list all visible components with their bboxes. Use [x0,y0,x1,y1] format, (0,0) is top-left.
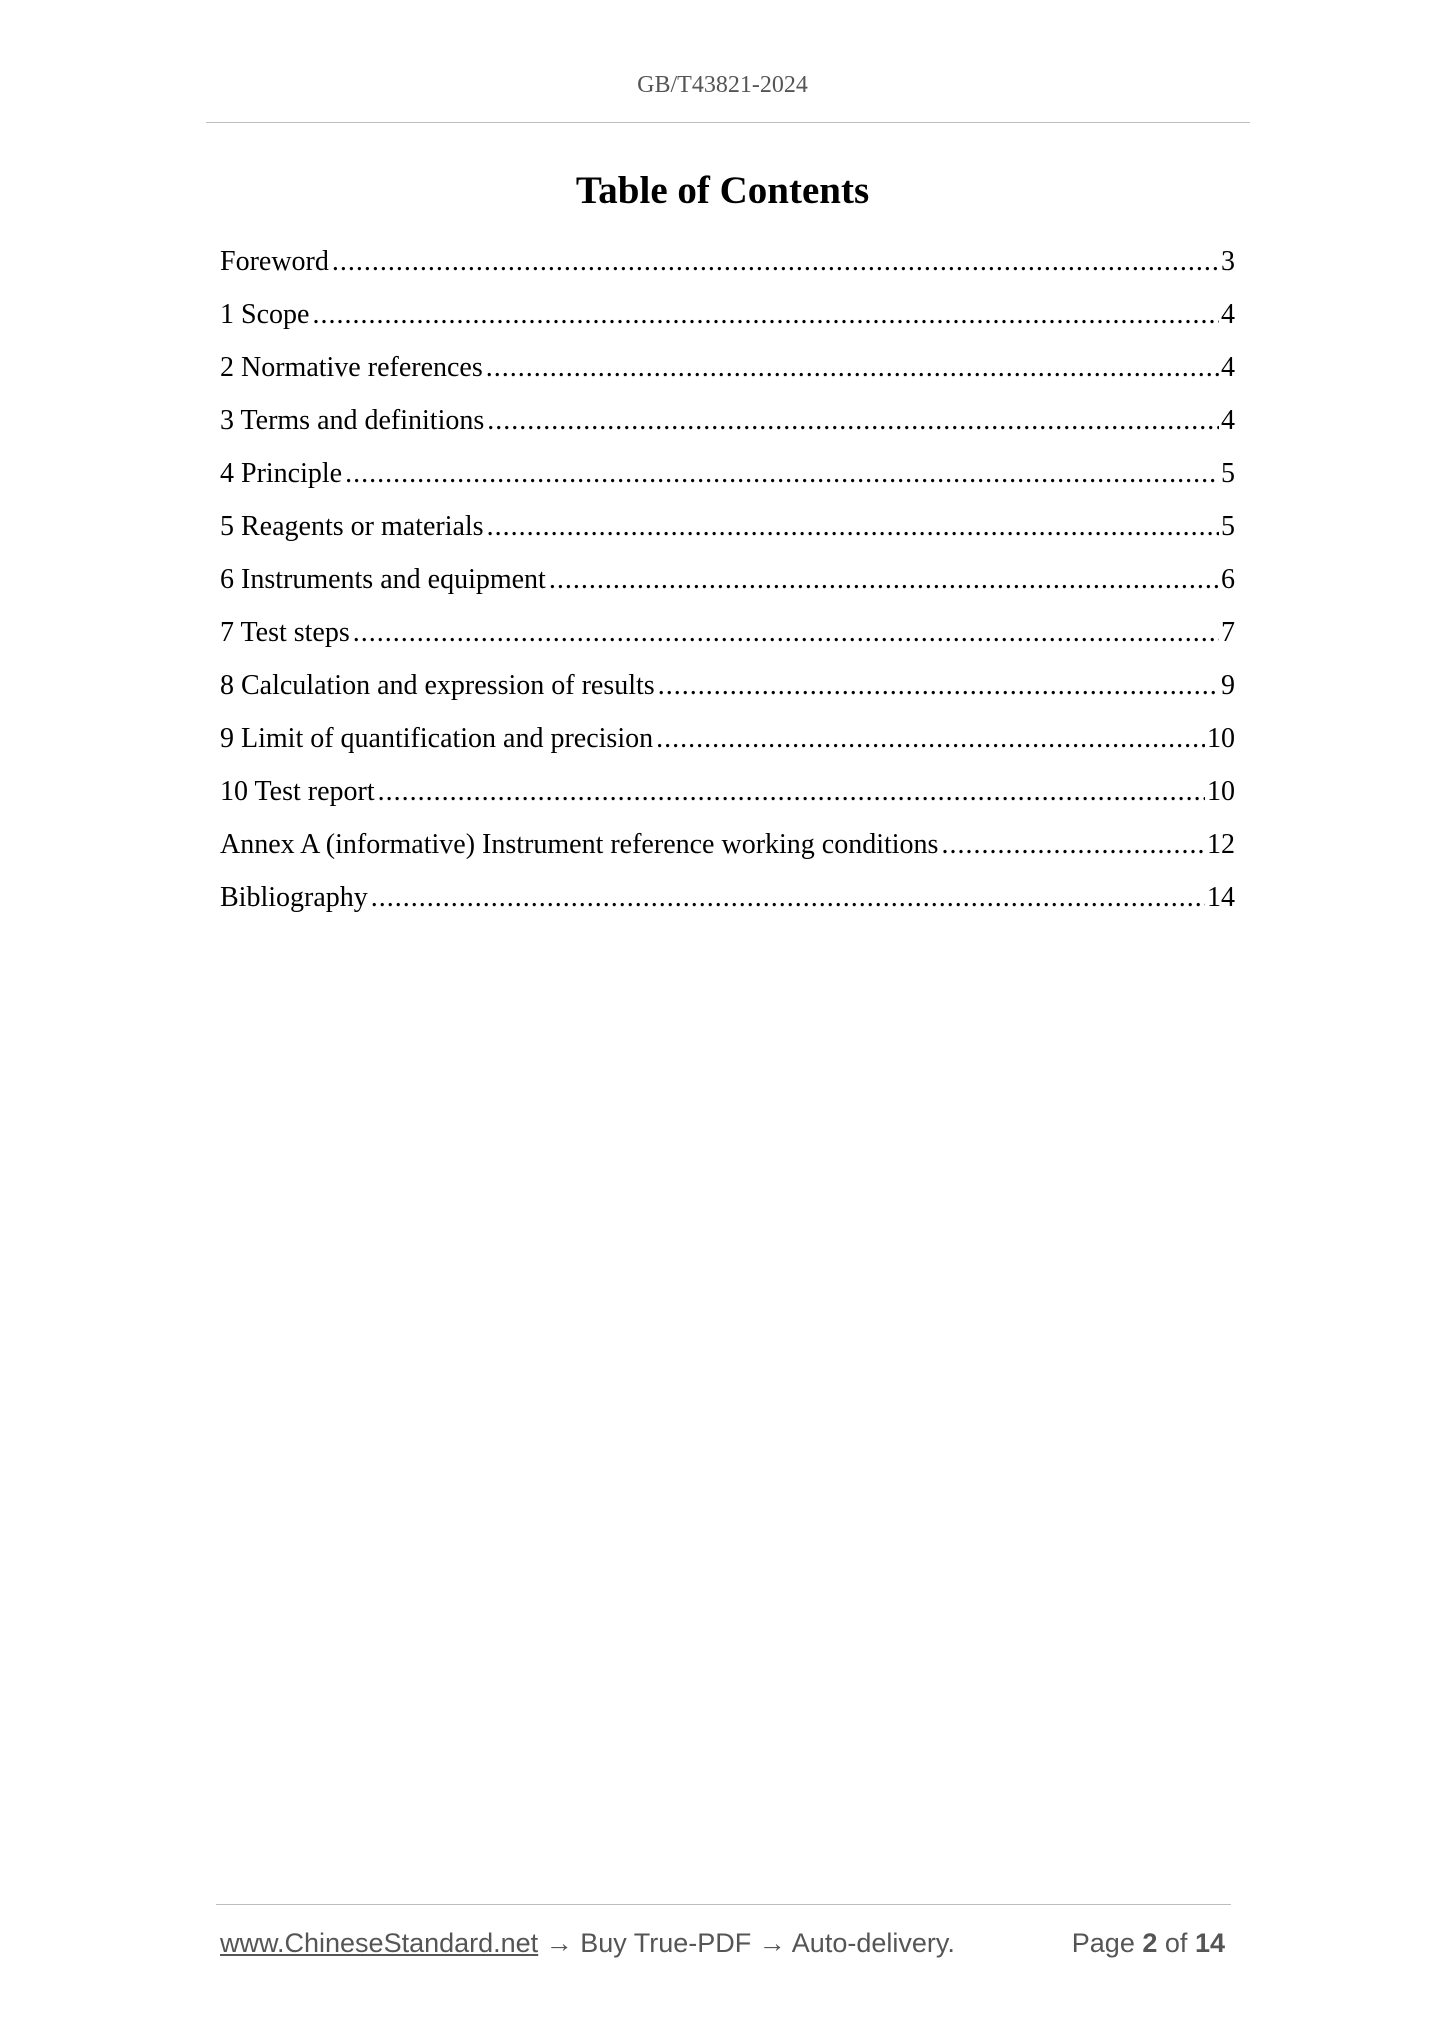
toc-entry-label: 8 Calculation and expression of results [220,670,655,701]
toc-entry-label: 3 Terms and definitions [220,405,485,436]
page-word: Page [1071,1928,1135,1958]
footer-promo [220,1928,955,1959]
toc-dot-leader [378,776,1205,808]
toc-dot-leader [332,246,1219,278]
toc-entry-terms-and-definitions[interactable] [220,405,1235,458]
header-divider [206,122,1250,123]
buy-true-pdf-text: Buy True-PDF [580,1928,752,1958]
toc-entry-page: 3 [1221,246,1235,277]
toc-entry-test-report[interactable] [220,776,1235,829]
toc-entry-instruments-and-equipment[interactable] [220,564,1235,617]
toc-entry-normative-references[interactable] [220,352,1235,405]
toc-dot-leader [371,882,1205,914]
of-word: of [1164,1928,1188,1958]
toc-entry-page: 6 [1221,564,1235,595]
toc-entry-page: 12 [1207,829,1235,860]
toc-entry-page: 7 [1221,617,1235,648]
toc-entry-page: 5 [1221,458,1235,489]
toc-dot-leader [549,564,1219,596]
toc-dot-leader [487,511,1219,543]
toc-list [220,246,1235,935]
toc-entry-principle[interactable] [220,458,1235,511]
toc-entry-label: Foreword [220,246,329,277]
toc-entry-reagents-or-materials[interactable] [220,511,1235,564]
toc-entry-bibliography[interactable] [220,882,1235,935]
toc-entry-label: Bibliography [220,882,368,913]
toc-dot-leader [941,829,1205,861]
toc-entry-limit-of-quantification[interactable] [220,723,1235,776]
auto-delivery-text: Auto-delivery. [791,1928,955,1958]
toc-entry-label: 2 Normative references [220,352,483,383]
toc-dot-leader [312,299,1219,331]
page-number [1072,1928,1225,1959]
arrow-icon: → [758,1928,786,1958]
footer-divider [216,1904,1231,1905]
total-page-count: 14 [1194,1928,1225,1958]
toc-dot-leader [353,617,1219,649]
toc-entry-label: 10 Test report [220,776,375,807]
toc-entry-page: 4 [1221,299,1235,330]
page-footer [220,1928,1225,1959]
toc-dot-leader [658,670,1219,702]
toc-entry-label: 6 Instruments and equipment [220,564,546,595]
toc-entry-test-steps[interactable] [220,617,1235,670]
toc-entry-label: 1 Scope [220,299,310,330]
toc-entry-page: 9 [1221,670,1235,701]
toc-entry-label: 4 Principle [220,458,343,489]
toc-entry-scope[interactable] [220,299,1235,352]
toc-entry-label: 5 Reagents or materials [220,511,484,542]
toc-entry-page: 4 [1221,405,1235,436]
toc-entry-label: 7 Test steps [220,617,350,648]
toc-entry-page: 10 [1207,776,1235,807]
toc-title: Table of Contents [575,169,870,212]
toc-entry-page: 10 [1207,723,1235,754]
toc-entry-annex-a[interactable] [220,829,1235,882]
toc-dot-leader [656,723,1205,755]
toc-entry-page: 5 [1221,511,1235,542]
website-link[interactable]: www.ChineseStandard.net [220,1928,539,1958]
current-page-number: 2 [1142,1928,1158,1958]
toc-dot-leader [486,352,1219,384]
toc-dot-leader [345,458,1219,490]
toc-entry-label: Annex A (informative) Instrument reference working conditions [220,829,939,860]
toc-entry-label: 9 Limit of quantification and precision [220,723,654,754]
toc-entry-foreword[interactable] [220,246,1235,299]
toc-entry-page: 4 [1221,352,1235,383]
arrow-icon: → [545,1928,573,1958]
toc-entry-calculation-and-expression[interactable] [220,670,1235,723]
toc-entry-page: 14 [1207,882,1235,913]
document-code-header: GB/T43821-2024 [637,72,808,98]
toc-dot-leader [487,405,1219,437]
